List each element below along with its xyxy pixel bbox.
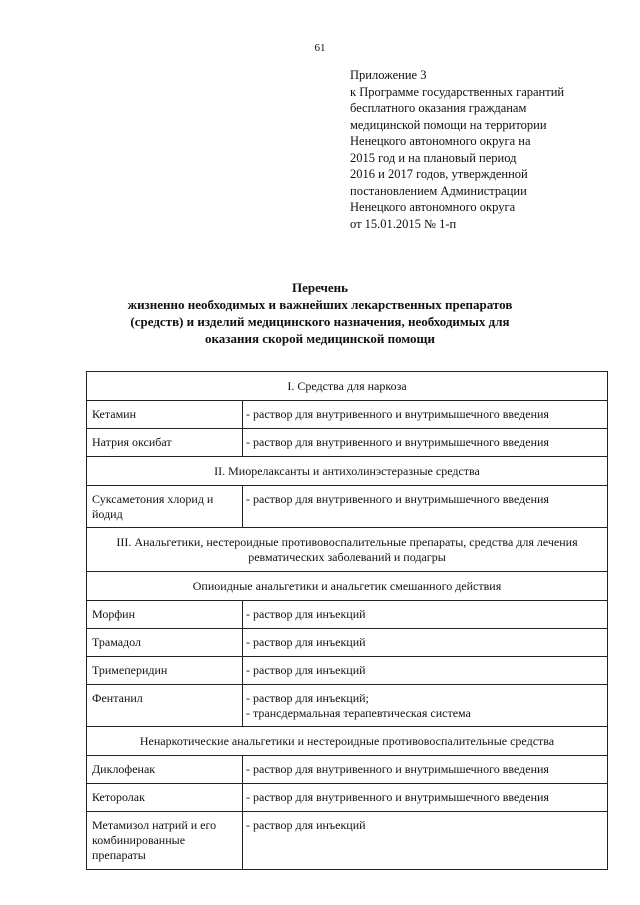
- appendix-line: Ненецкого автономного округа: [350, 200, 516, 214]
- drug-form: - раствор для внутривенного и внутримышечного введения: [243, 756, 608, 784]
- drug-name: Суксаметония хлорид и йодид: [87, 486, 243, 528]
- section-title: III. Анальгетики, нестероидные противовоспалительные препараты, средства для лечения ревматических заболеваний и подагры: [87, 528, 608, 572]
- title-line: (средств) и изделий медицинского назначения, необходимых для: [130, 314, 510, 329]
- section-row: [87, 528, 608, 572]
- page-number: 61: [314, 42, 326, 54]
- drug-name: Тримеперидин: [87, 657, 243, 685]
- table-row: [87, 486, 608, 528]
- table-row: [87, 401, 608, 429]
- appendix-line: постановлением Администрации: [350, 183, 527, 198]
- drug-form: - раствор для внутривенного и внутримышечного введения: [243, 401, 608, 429]
- drug-form: - раствор для инъекций: [243, 812, 608, 870]
- drug-name: Метамизол натрий и его комбинированные препараты: [87, 812, 243, 870]
- drug-form: - раствор для инъекций;: [246, 691, 369, 705]
- appendix-line: от 15.01.2015 № 1-п: [350, 216, 457, 231]
- drug-form: - раствор для инъекций: [243, 657, 608, 685]
- drug-form: - раствор для инъекций: [243, 629, 608, 657]
- appendix-line: 2016 и 2017 годов, утвержденной: [350, 167, 528, 181]
- appendix-line: бесплатного оказания гражданам: [350, 101, 527, 115]
- document-title: [80, 279, 560, 347]
- table-row: [87, 657, 608, 685]
- section-title: Ненаркотические анальгетики и нестероидные противовоспалительные средства: [87, 727, 608, 756]
- section-row: [87, 572, 608, 601]
- table-row: [87, 601, 608, 629]
- drug-name: Морфин: [87, 601, 243, 629]
- title-line: оказания скорой медицинской помощи: [204, 331, 436, 346]
- drug-list-table: [86, 371, 608, 870]
- table-row: [87, 429, 608, 457]
- drug-name: Диклофенак: [87, 756, 243, 784]
- table-row: [87, 629, 608, 657]
- section-title: II. Миорелаксанты и антихолинэстеразные средства: [87, 457, 608, 486]
- section-title: I. Средства для наркоза: [87, 372, 608, 401]
- section-title: Опиоидные анальгетики и анальгетик смешанного действия: [87, 572, 608, 601]
- appendix-line: к Программе государственных гарантий: [350, 84, 565, 99]
- table-row: [87, 756, 608, 784]
- appendix-line: Ненецкого автономного округа на: [350, 134, 531, 148]
- drug-form: - раствор для внутривенного и внутримышечного введения: [243, 784, 608, 812]
- title-line: Перечень: [291, 280, 349, 295]
- drug-name: Кеторолак: [87, 784, 243, 812]
- appendix-line: 2015 год и на плановый период: [350, 150, 517, 165]
- drug-name: Кетамин: [87, 401, 243, 429]
- title-line: жизненно необходимых и важнейших лекарственных препаратов: [127, 297, 513, 312]
- table-row: [87, 812, 608, 870]
- drug-form: - раствор для внутривенного и внутримышечного введения: [243, 486, 608, 528]
- drug-name: Трамадол: [87, 629, 243, 657]
- drug-form-list: [243, 685, 608, 727]
- table-row: [87, 784, 608, 812]
- drug-form: - трансдермальная терапевтическая система: [246, 706, 471, 720]
- section-row: [87, 372, 608, 401]
- drug-name: Фентанил: [87, 685, 243, 727]
- appendix-header: [350, 67, 610, 232]
- drug-form: - раствор для внутривенного и внутримышечного введения: [243, 429, 608, 457]
- table-row: [87, 685, 608, 727]
- appendix-line: медицинской помощи на территории: [350, 117, 547, 132]
- appendix-line: Приложение 3: [350, 68, 427, 82]
- drug-name: Натрия оксибат: [87, 429, 243, 457]
- section-row: [87, 727, 608, 756]
- drug-form: - раствор для инъекций: [243, 601, 608, 629]
- section-row: [87, 457, 608, 486]
